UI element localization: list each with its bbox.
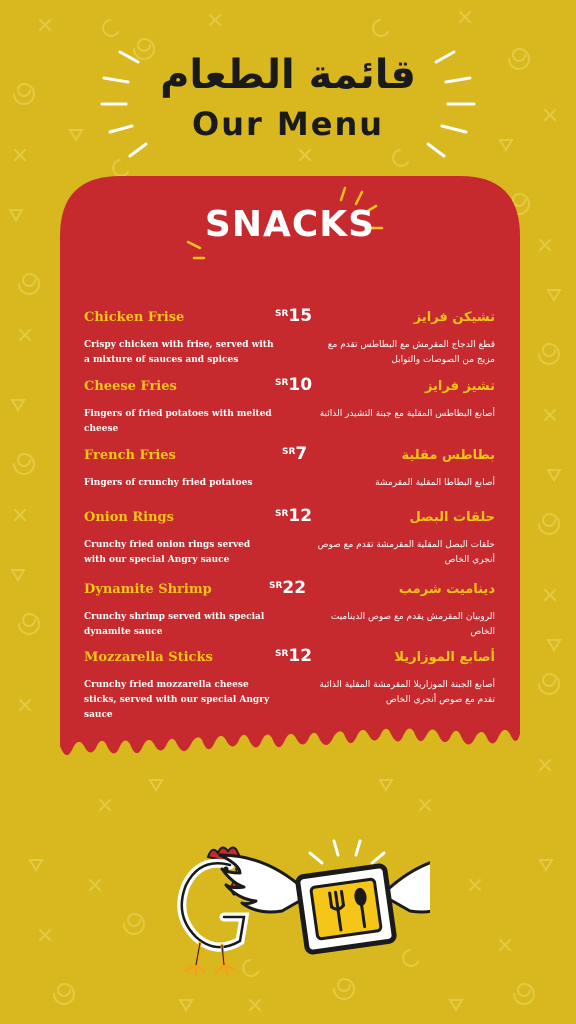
price-value: 12	[288, 646, 313, 666]
currency-label: SR	[275, 378, 289, 388]
item-name: French Fries	[84, 448, 176, 463]
item-name: Dynamite Shrimp	[84, 582, 212, 597]
winged-cutlery-logo-icon	[220, 841, 430, 953]
item-description: Crunchy shrimp served with special dynamite sauce	[84, 612, 265, 637]
currency-label: SR	[275, 509, 289, 519]
page-title-arabic: قائمة الطعام	[160, 52, 416, 98]
item-description-arabic: حلقات البصل المقلية المقرمشة تقدم مع صوص أنجري الخاص	[317, 540, 495, 565]
currency-label: SR	[269, 581, 283, 591]
item-name-arabic: أصابع الموزاريلا	[394, 650, 495, 665]
price-value: 15	[288, 306, 313, 326]
item-description: Fingers of fried potatoes with melted cheese	[84, 409, 272, 434]
currency-label: SR	[275, 309, 289, 319]
item-price	[282, 444, 307, 464]
price-value: 7	[295, 444, 308, 464]
menu-header	[0, 0, 576, 170]
currency-label: SR	[282, 447, 296, 457]
item-price	[269, 578, 306, 598]
item-description: Fingers of crunchy fried potatoes	[84, 478, 253, 488]
item-name-arabic: تشيز فرايز	[424, 379, 495, 394]
item-name: Onion Rings	[84, 510, 174, 525]
item-name: Chicken Frise	[84, 310, 185, 325]
brand-logos	[160, 835, 430, 985]
item-price	[275, 306, 312, 326]
page-title: Our Menu	[191, 105, 384, 143]
panel-drip-shape	[60, 176, 520, 756]
item-name: Mozzarella Sticks	[84, 650, 213, 665]
item-description-arabic: أصابع الجبنة الموزاريلا المقرمشة المقلية الذائبة تقدم مع صوص أنجري الخاص	[319, 680, 495, 705]
price-value: 22	[282, 578, 307, 598]
item-name-arabic: حلقات البصل	[409, 510, 495, 525]
item-description-arabic: الروبيان المقرمش يقدم مع صوص الديناميت الخاص	[330, 612, 495, 637]
price-value: 12	[288, 506, 313, 526]
menu-panel	[60, 176, 520, 756]
item-name-arabic: بطاطس مقلية	[401, 448, 495, 463]
currency-label: SR	[275, 649, 289, 659]
price-value: 10	[288, 375, 313, 395]
item-description-arabic: أصابع البطاطس المقلية مع جبنة التشيدر الذائبة	[319, 409, 495, 419]
item-description-arabic: أصابع البطاطا المقلية المقرمشة	[375, 478, 495, 488]
item-description: Crunchy fried onion rings served with our special Angry sauce	[84, 540, 251, 565]
item-price	[275, 646, 312, 666]
item-name-arabic: تشيكن فرايز	[413, 310, 495, 325]
item-name: Cheese Fries	[84, 379, 177, 394]
item-price	[275, 506, 312, 526]
item-description-arabic: قطع الدجاج المقرمش مع البطاطس تقدم مع مزيج من الصوصات والتوابل	[327, 340, 495, 365]
item-description: Crispy chicken with frise, served with a mixture of sauces and spices	[84, 340, 274, 365]
section-title: SNACKS	[204, 204, 376, 245]
item-name-arabic: ديناميت شرمب	[398, 582, 495, 597]
item-price	[275, 375, 312, 395]
item-description: Crunchy fried mozzarella cheese sticks, served with our special Angry sauce	[84, 680, 270, 720]
